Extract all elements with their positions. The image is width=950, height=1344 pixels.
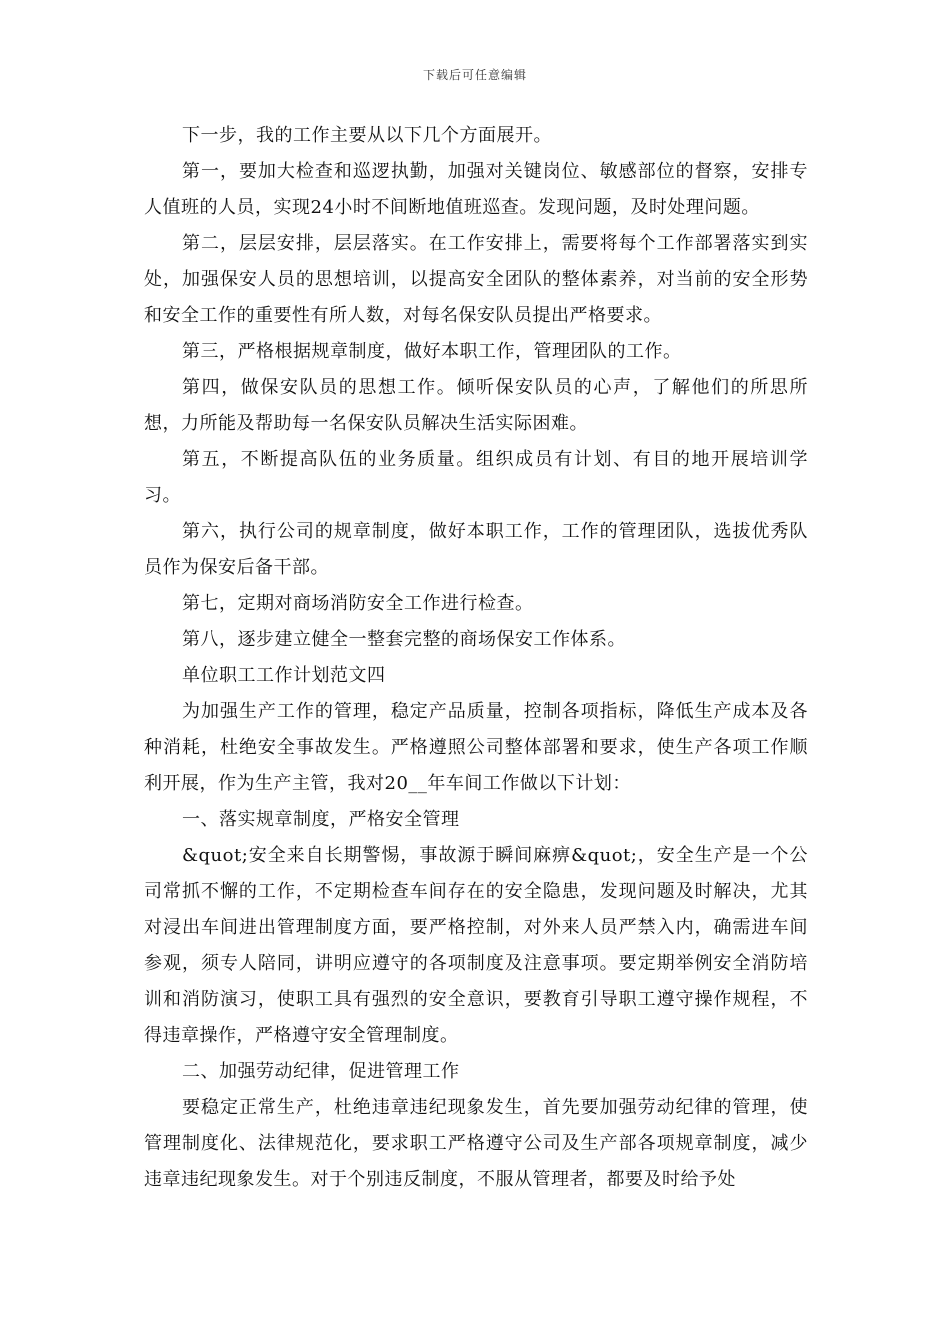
paragraph-safety: &quot;安全来自长期警惕，事故源于瞬间麻痹&quot;，安全生产是一个公司常抓不懈的工作，不定期检查车间存在的安全隐患，发现问题及时解决，尤其对浸出车间进出管理制度方面，要严格控制，对外来人员严禁入内，确需进车间参观，须专人陪同，讲明应遵守的各项制度及注意事项。要定期举例安全消防培训和消防演习，使职工具有强烈的安全意识，要教育引导职工遵守操作规程，不得违章操作，严格遵守安全管理制度。 [144,845,808,1046]
paragraph-sixth: 第六，执行公司的规章制度，做好本职工作，工作的管理团队，选拔优秀队员作为保安后备干部。 [144,521,808,578]
heading-safety-management: 一、落实规章制度，严格安全管理 [182,809,460,830]
paragraph-third: 第三，严格根据规章制度，做好本职工作，管理团队的工作。 [182,341,682,362]
section-title-plan-four: 单位职工工作计划范文四 [182,665,386,686]
paragraph-eighth: 第八，逐步建立健全一整套完整的商场保安工作体系。 [182,629,626,650]
document-body [144,118,808,1198]
paragraph-fifth: 第五，不断提高队伍的业务质量。组织成员有计划、有目的地开展培训学习。 [144,449,808,506]
paragraph-seventh: 第七，定期对商场消防安全工作进行检查。 [182,593,534,614]
paragraph-second: 第二，层层安排，层层落实。在工作安排上，需要将每个工作部署落实到实处，加强保安人员的思想培训，以提高安全团队的整体素养，对当前的安全形势和安全工作的重要性有所人数，对每名保安队员提出严格要求。 [144,233,808,326]
paragraph-intro: 为加强生产工作的管理，稳定产品质量，控制各项指标，降低生产成本及各种消耗，杜绝安全事故发生。严格遵照公司整体部署和要求，使生产各项工作顺利开展，作为生产主管，我对20__年车间工作做以下计划： [144,701,808,794]
paragraph-first: 第一，要加大检查和巡逻执勤，加强对关键岗位、敏感部位的督察，安排专人值班的人员，实现24小时不间断地值班巡查。发现问题，及时处理问题。 [144,161,808,218]
paragraph-labor-discipline: 要稳定正常生产，杜绝违章违纪现象发生，首先要加强劳动纪律的管理，使管理制度化、法律规范化，要求职工严格遵守公司及生产部各项规章制度，减少违章违纪现象发生。对于个别违反制度，不服从管理者，都要及时给予处 [144,1097,808,1190]
heading-labor-discipline: 二、加强劳动纪律，促进管理工作 [182,1061,460,1082]
page-header: 下载后可任意编辑 [422,68,527,82]
paragraph-next-steps: 下一步，我的工作主要从以下几个方面展开。 [182,125,552,146]
paragraph-fourth: 第四，做保安队员的思想工作。倾听保安队员的心声，了解他们的所思所想，力所能及帮助每一名保安队员解决生活实际困难。 [144,377,808,434]
